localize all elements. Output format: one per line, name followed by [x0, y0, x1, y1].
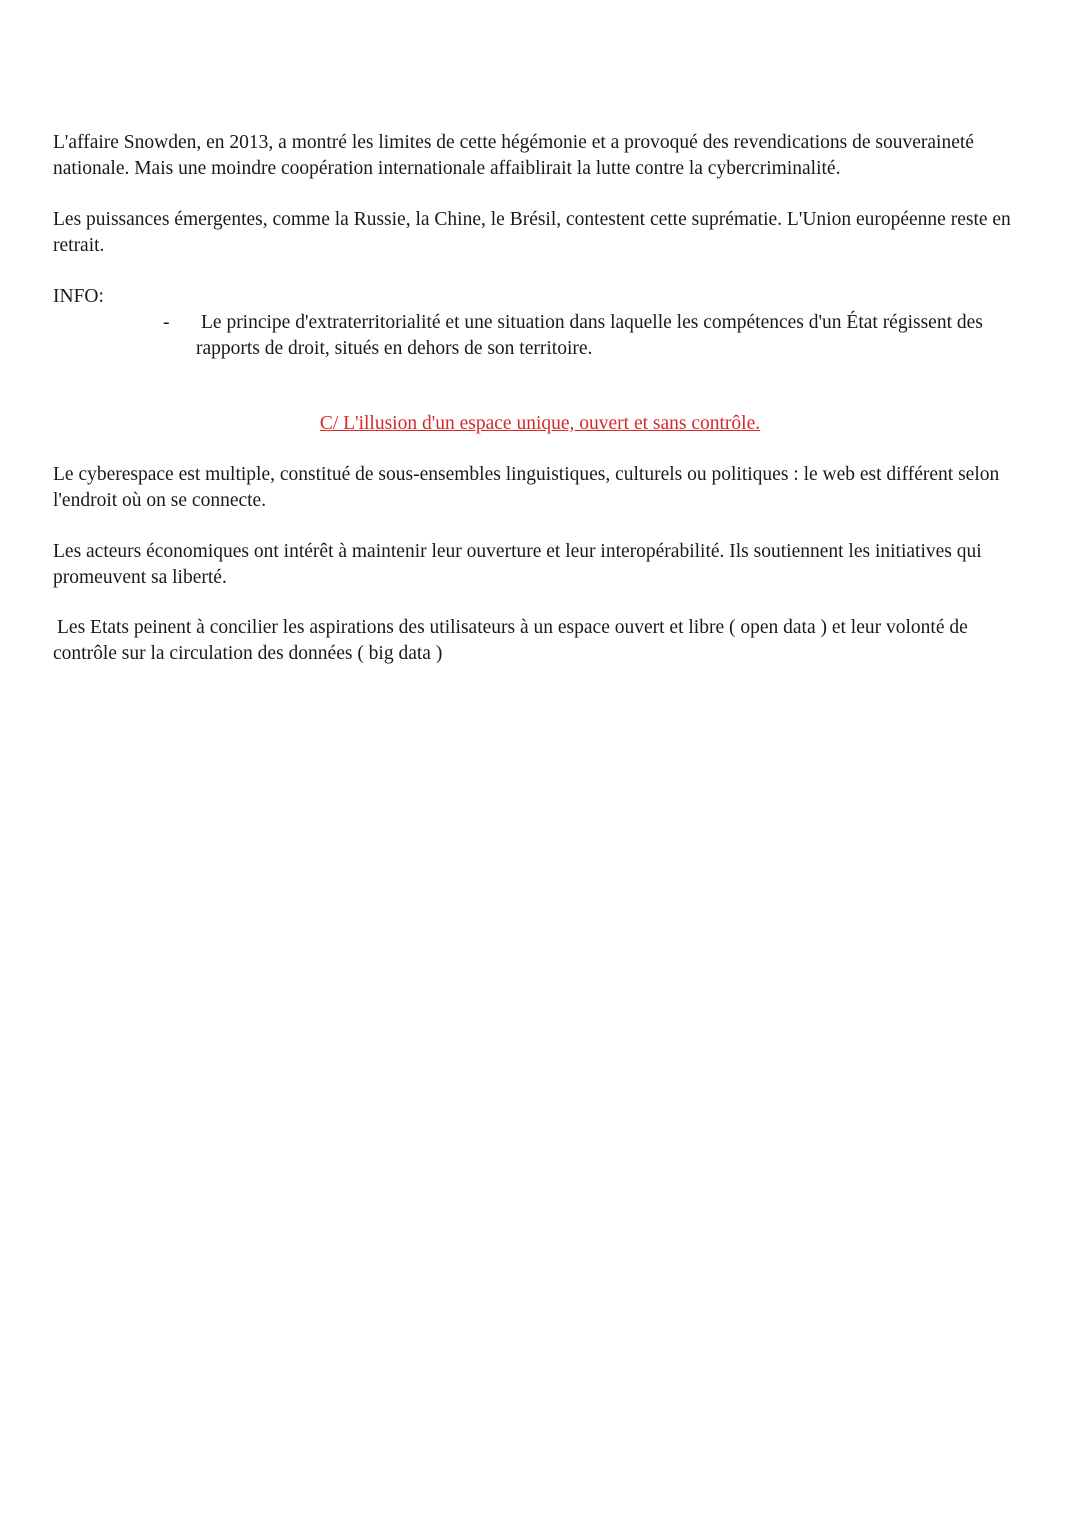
paragraph-economic-actors: Les acteurs économiques ont intérêt à maintenir leur ouverture et leur interopérabilité. Ils soutiennent les initiatives qui promeuvent sa liberté. — [53, 541, 982, 588]
section-heading — [0, 411, 1080, 437]
bullet-marker: - — [163, 312, 170, 333]
paragraph-emerging-powers: Les puissances émergentes, comme la Russie, la Chine, le Brésil, contestent cette suprématie. L'Union européenne reste en retrait. — [53, 209, 1011, 256]
info-bullet-text: Le principe d'extraterritorialité et une situation dans laquelle les compétences d'un État régissent des rapports de droit, situés en dehors de son territoire. — [196, 312, 983, 359]
info-label: INFO: — [53, 286, 104, 307]
paragraph-states: Les Etats peinent à concilier les aspirations des utilisateurs à un espace ouvert et libre ( open data ) et leur volonté de contrôle sur la circulation des données ( big data ) — [53, 617, 968, 664]
section-heading-text: C/ L'illusion d'un espace unique, ouvert et sans contrôle. — [319, 413, 761, 434]
paragraph-multiple: Le cyberespace est multiple, constitué de sous-ensembles linguistiques, culturels ou politiques : le web est différent selon l'endroit où on se connecte. — [53, 464, 1000, 511]
paragraph-snowden: L'affaire Snowden, en 2013, a montré les limites de cette hégémonie et a provoqué des revendications de souveraineté nationale. Mais une moindre coopération internationale affaiblirait la lutte contre la cybercriminalité. — [53, 132, 974, 179]
